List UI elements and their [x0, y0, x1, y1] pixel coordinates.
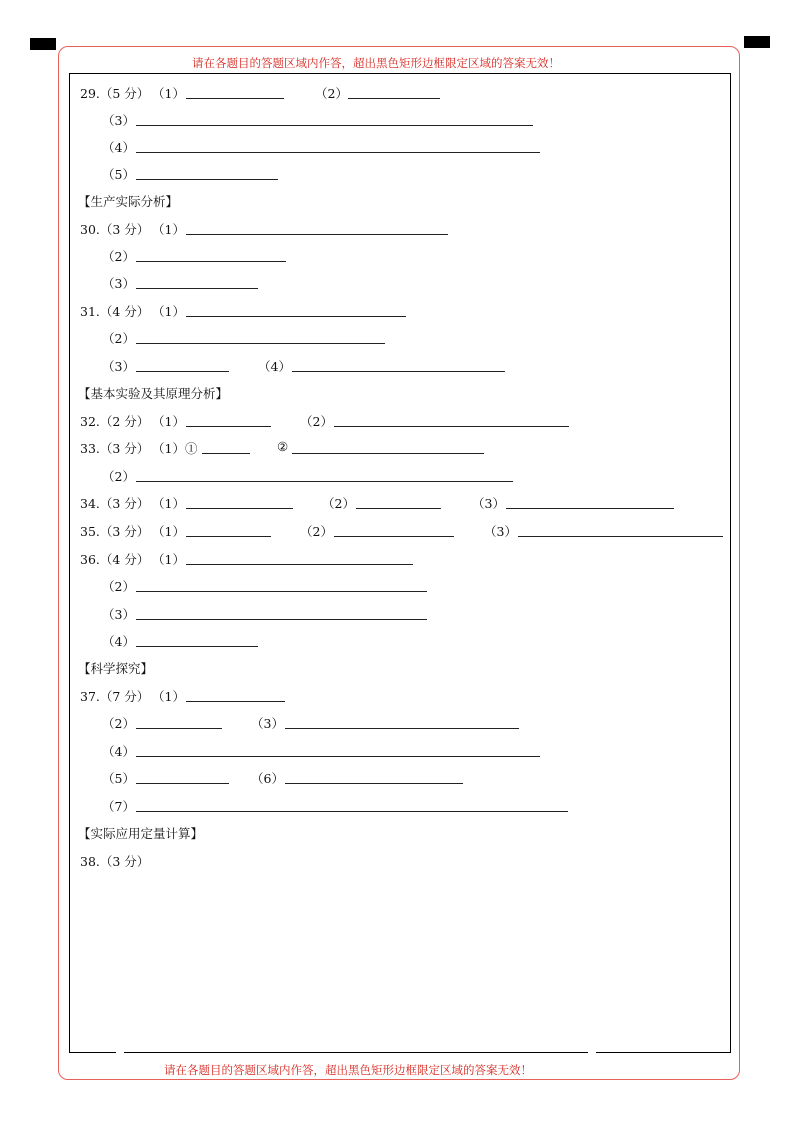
- q38-answer-area[interactable]: [78, 874, 718, 1044]
- q33-part1-blank1-answer-line[interactable]: [202, 453, 250, 454]
- q36-part1-answer-line[interactable]: [186, 564, 413, 565]
- q33-part1-blank2-label: ②: [277, 439, 289, 454]
- q31-part3-label: （3）: [102, 359, 135, 374]
- q34-part1-label: （1）: [152, 496, 185, 511]
- q32-part2-label: （2）: [300, 414, 333, 429]
- section-title-science-inquiry: 【科学探究】: [78, 661, 154, 676]
- q34-head: 34.（3 分）: [80, 496, 150, 511]
- q37-part2-answer-line[interactable]: [136, 728, 222, 729]
- q29-part3-label: （3）: [102, 113, 135, 128]
- answer-area-frame: [69, 73, 731, 1053]
- section-title-basic-experiment: 【基本实验及其原理分析】: [78, 386, 229, 401]
- q34-part2-label: （2）: [322, 496, 355, 511]
- q36-part1-label: （1）: [152, 552, 185, 567]
- q34-part3-label: （3）: [472, 496, 505, 511]
- q37-part3-answer-line[interactable]: [285, 728, 519, 729]
- section-title-quantitative-calc: 【实际应用定量计算】: [78, 826, 204, 841]
- bottom-border-break-left: [116, 1051, 124, 1055]
- q29-part4-answer-line[interactable]: [136, 152, 540, 153]
- q30-part1-answer-line[interactable]: [186, 234, 448, 235]
- q38-head: 38.（3 分）: [80, 854, 150, 869]
- q31-part2-label: （2）: [102, 331, 135, 346]
- q33-part1-blank2-answer-line[interactable]: [292, 453, 484, 454]
- q29-part2-label: （2）: [315, 86, 348, 101]
- q29-head: 29.（5 分）: [80, 86, 150, 101]
- q31-part4-answer-line[interactable]: [292, 371, 505, 372]
- q35-part1-answer-line[interactable]: [186, 536, 271, 537]
- bottom-border-break-right: [588, 1051, 596, 1055]
- q37-part6-answer-line[interactable]: [285, 783, 463, 784]
- q37-part5-label: （5）: [102, 771, 135, 786]
- q30-part1-label: （1）: [152, 222, 185, 237]
- q30-part2-label: （2）: [102, 249, 135, 264]
- q30-part3-answer-line[interactable]: [136, 288, 258, 289]
- q34-part2-answer-line[interactable]: [356, 508, 441, 509]
- q36-head: 36.（4 分）: [80, 552, 150, 567]
- q35-part1-label: （1）: [152, 524, 185, 539]
- q30-head: 30.（3 分）: [80, 222, 150, 237]
- q31-head: 31.（4 分）: [80, 304, 150, 319]
- q37-part2-label: （2）: [102, 716, 135, 731]
- q32-part1-label: （1）: [152, 414, 185, 429]
- registration-mark-right: [744, 36, 770, 48]
- q36-part4-answer-line[interactable]: [136, 646, 258, 647]
- q35-part3-label: （3）: [484, 524, 517, 539]
- q32-head: 32.（2 分）: [80, 414, 150, 429]
- q35-head: 35.（3 分）: [80, 524, 150, 539]
- section-title-production: 【生产实际分析】: [78, 194, 179, 209]
- q32-part1-answer-line[interactable]: [186, 426, 271, 427]
- q35-part2-answer-line[interactable]: [334, 536, 454, 537]
- q37-part6-label: （6）: [251, 771, 284, 786]
- q29-part3-answer-line[interactable]: [136, 125, 533, 126]
- q35-part2-label: （2）: [300, 524, 333, 539]
- q29-part1-answer-line[interactable]: [186, 98, 284, 99]
- q37-part5-answer-line[interactable]: [136, 783, 229, 784]
- q30-part2-answer-line[interactable]: [136, 261, 286, 262]
- q37-part4-label: （4）: [102, 744, 135, 759]
- q31-part1-label: （1）: [152, 304, 185, 319]
- q37-part4-answer-line[interactable]: [136, 756, 540, 757]
- top-warning-text: 请在各题目的答题区域内作答，超出黑色矩形边框限定区域的答案无效！: [192, 56, 560, 70]
- q36-part3-answer-line[interactable]: [136, 619, 427, 620]
- q37-part3-label: （3）: [251, 716, 284, 731]
- q34-part1-answer-line[interactable]: [186, 508, 293, 509]
- q37-part1-answer-line[interactable]: [186, 701, 285, 702]
- q29-part4-label: （4）: [102, 140, 135, 155]
- q30-part3-label: （3）: [102, 276, 135, 291]
- q33-part2-label: （2）: [102, 469, 135, 484]
- q36-part2-answer-line[interactable]: [136, 591, 427, 592]
- q36-part4-label: （4）: [102, 634, 135, 649]
- q33-head: 33.（3 分）: [80, 441, 150, 456]
- q32-part2-answer-line[interactable]: [334, 426, 569, 427]
- q36-part3-label: （3）: [102, 607, 135, 622]
- q29-part2-answer-line[interactable]: [348, 98, 440, 99]
- q31-part3-answer-line[interactable]: [136, 371, 229, 372]
- q34-part3-answer-line[interactable]: [506, 508, 674, 509]
- q29-part1-label: （1）: [152, 86, 185, 101]
- q33-part2-answer-line[interactable]: [136, 481, 513, 482]
- q29-part5-answer-line[interactable]: [136, 179, 278, 180]
- q37-part7-answer-line[interactable]: [136, 811, 568, 812]
- q31-part1-answer-line[interactable]: [186, 316, 406, 317]
- q31-part4-label: （4）: [258, 359, 291, 374]
- q29-part5-label: （5）: [102, 167, 135, 182]
- registration-mark-left: [30, 38, 56, 50]
- q37-head: 37.（7 分）: [80, 689, 150, 704]
- q37-part1-label: （1）: [152, 689, 185, 704]
- q35-part3-answer-line[interactable]: [518, 536, 723, 537]
- q33-part1-label: （1）①: [152, 441, 198, 456]
- q36-part2-label: （2）: [102, 579, 135, 594]
- q37-part7-label: （7）: [102, 799, 135, 814]
- bottom-warning-text: 请在各题目的答题区域内作答，超出黑色矩形边框限定区域的答案无效！: [164, 1063, 532, 1077]
- q31-part2-answer-line[interactable]: [136, 343, 385, 344]
